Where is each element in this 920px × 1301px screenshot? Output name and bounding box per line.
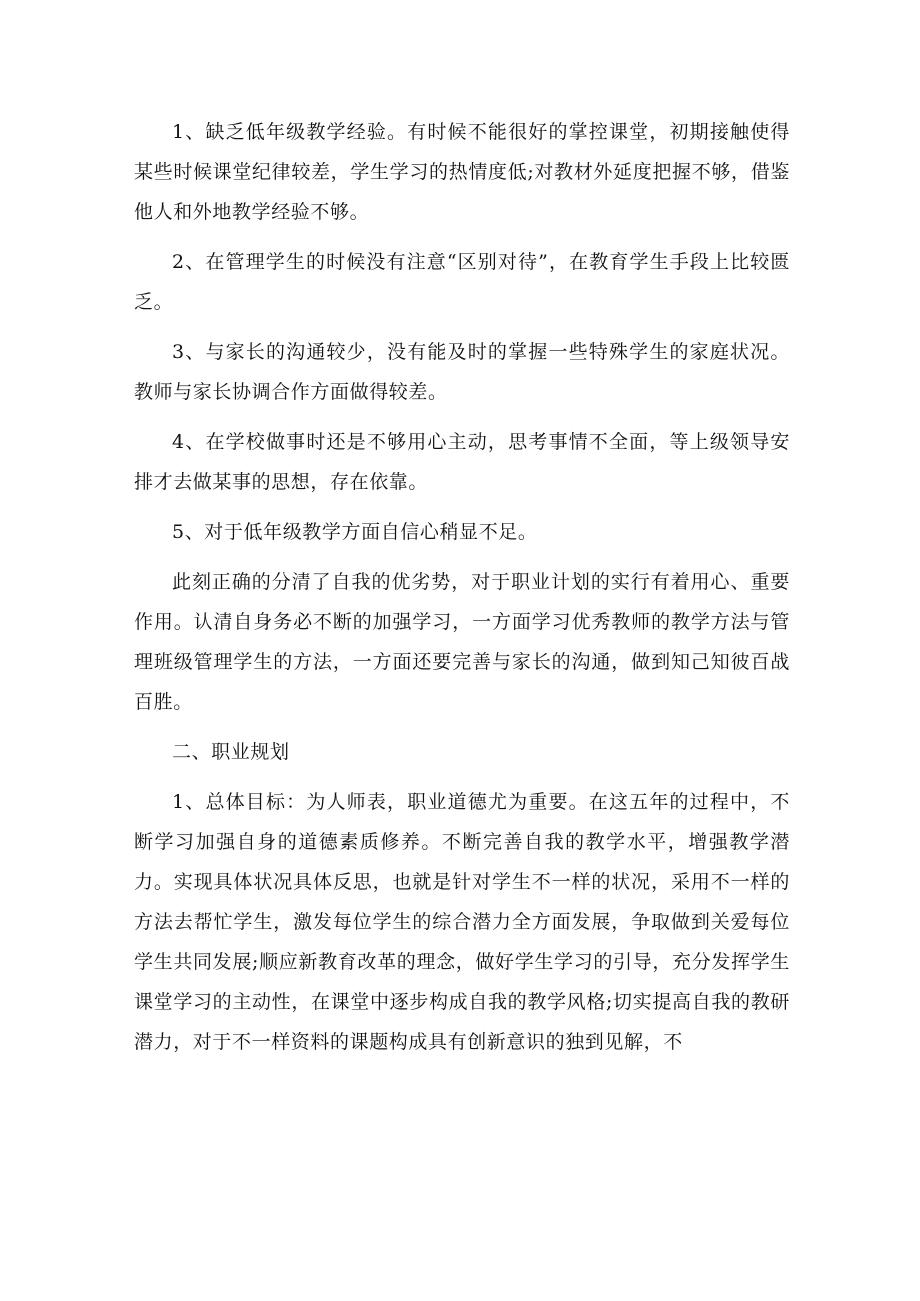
- paragraph-weakness-1: 1、缺乏低年级教学经验。有时候不能很好的掌控课堂，初期接触使得某些时候课堂纪律较差，学生学习的热情度低;对教材外延度把握不够，借鉴他人和外地教学经验不够。: [134, 121, 790, 223]
- paragraph-summary: 此刻正确的分清了自我的优劣势，对于职业计划的实行有着用心、重要作用。认清自身务必不断的加强学习，一方面学习优秀教师的教学方法与管理班级管理学生的方法，一方面还要完善与家长的沟通，做到知己知彼百战百胜。: [134, 571, 790, 713]
- paragraph-weakness-4: 4、在学校做事时还是不够用心主动，思考事情不全面，等上级领导安排才去做某事的思想，存在依靠。: [134, 431, 790, 493]
- document-body: [134, 112, 790, 1062]
- paragraph-weakness-2: 2、在管理学生的时候没有注意“区别对待”，在教育学生手段上比较匮乏。: [134, 251, 790, 313]
- section-heading-career-plan: 二、职业规划: [172, 741, 290, 763]
- paragraph-overall-goal: 1、总体目标：为人师表，职业道德尤为重要。在这五年的过程中，不断学习加强自身的道德素质修养。不断完善自我的教学水平，增强教学潜力。实现具体状况具体反思，也就是针对学生不一样的状况，采用不一样的方法去帮忙学生，激发每位学生的综合潜力全方面发展，争取做到关爱每位学生共同发展;顺应新教育改革的理念，做好学生学习的引导，充分发挥学生课堂学习的主动性，在课堂中逐步构成自我的教学风格;切实提高自我的教研潜力，对于不一样资料的课题构成具有创新意识的独到见解，不: [134, 791, 790, 1053]
- paragraph-weakness-5: 5、对于低年级教学方面自信心稍显不足。: [172, 521, 538, 543]
- paragraph-weakness-3: 3、与家长的沟通较少，没有能及时的掌握一些特殊学生的家庭状况。教师与家长协调合作方面做得较差。: [134, 341, 790, 403]
